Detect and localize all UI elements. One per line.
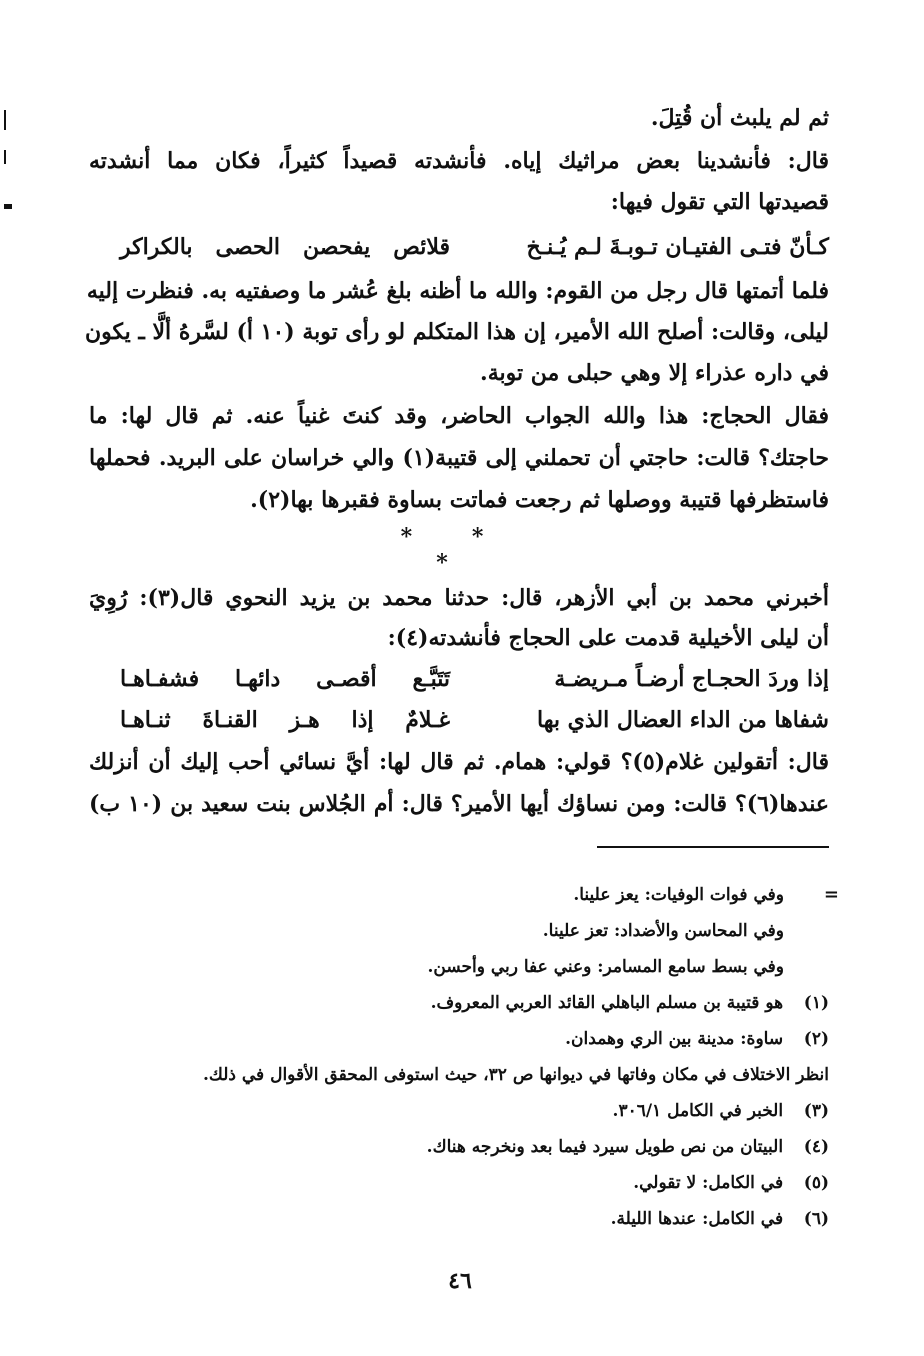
footnote-number: (١): [803, 993, 829, 1013]
footnote: [611, 1204, 829, 1234]
footnote-text: البيتان من نص طويل سيرد فيما بعد ونخرجه هناك.: [426, 1137, 784, 1157]
footnote-text: وفي فوات الوفيات: يعز علينا.: [573, 885, 784, 905]
margin-mark: [4, 204, 12, 209]
verse-hemistich-left: تَتَبَّـع أقصـى دائهـا فشفـاهـا: [120, 666, 450, 692]
verse-hemistich-left: غـلامٌ إذا هـز القنـاةَ ثنـاهـا: [120, 707, 450, 733]
verse-hemistich-right: إذا وردَ الحجـاج أرضـاً مـريضـة: [554, 666, 829, 692]
footnote-text: ساوة: مدينة بين الري وهمدان.: [565, 1029, 784, 1049]
body-line: ليلى، وقالت: أصلح الله الأمير، إن هذا المتكلم لو رأى توبة (١٠ أ) لسَّرهُ ألَّا ـ يكون: [84, 319, 829, 345]
body-line: قال: أتقولين غلام(٥)؟ قولي: همام. ثم قال لها: أيَّ نسائي أحب إليك أن أنزلك: [89, 749, 830, 775]
footnote: [633, 1168, 829, 1198]
body-line: قال: فأنشدينا بعض مراثيك إياه. فأنشدته قصيداً كثيراً، فكان مما أنشدته: [89, 148, 829, 174]
body-line: أن ليلى الأخيلية قدمت على الحجاج فأنشدته(٤):: [387, 625, 829, 651]
page-number: ٤٦: [448, 1268, 472, 1294]
footnote: [565, 1024, 829, 1054]
footnote: [543, 916, 784, 946]
body-line: في داره عذراء إلا وهي حبلى من توبة.: [480, 360, 829, 386]
footnote-text: وفي المحاسن والأضداد: تعز علينا.: [542, 921, 784, 941]
body-line: قصيدتها التي تقول فيها:: [610, 189, 829, 215]
footnote-number: (٦): [803, 1209, 829, 1229]
body-line: عندها(٦)؟ قالت: ومن نساؤك أيها الأمير؟ قال: أم الجُلاس بنت سعيد بن (١٠ ب): [89, 791, 830, 817]
footnote: [573, 880, 784, 910]
footnote-text: في الكامل: عندها الليلة.: [610, 1209, 784, 1229]
body-line: حاجتك؟ قالت: حاجتي أن تحملني إلى قتيبة(١) والي خراسان على البريد. فحملها: [89, 445, 829, 471]
footnote-number: (٤): [803, 1137, 829, 1157]
body-line: أخبرني محمد بن أبي الأزهر، قال: حدثنا محمد بن يزيد النحوي قال(٣): رُوِيَ: [89, 585, 829, 611]
footnote-text: الخبر في الكامل ٣٠٦/١.: [612, 1101, 784, 1121]
footnote-text: انظر الاختلاف في مكان وفاتها في ديوانها ص ٣٢، حيث استوفى المحقق الأقوال في ذلك.: [202, 1065, 829, 1085]
footnote: [431, 988, 829, 1018]
footnote: [427, 1132, 829, 1162]
body-line: فقال الحجاج: هذا والله الجواب الحاضر، وقد كنتَ غنياً عنه. ثم قال لها: ما: [89, 403, 829, 429]
body-line: ثم لم يلبث أن قُتِلَ.: [650, 105, 829, 131]
footnote-text: في الكامل: لا تقولي.: [633, 1173, 784, 1193]
body-line: فاستظرفها قتيبة ووصلها ثم رجعت فماتت بساوة فقبرها بها(٢).: [250, 487, 829, 513]
verse-hemistich-left: قلائص يفحصن الحصى بالكراكر: [120, 234, 450, 260]
footnote-continuation-marker: =: [823, 884, 839, 905]
margin-mark: [4, 150, 6, 164]
footnote: [613, 1096, 829, 1126]
body-line: فلما أتمتها قال رجل من القوم: والله ما أظنه بلغ عُشر ما وصفتيه به. فنظرت إليه: [86, 278, 829, 304]
footnote-number: (٢): [803, 1029, 829, 1049]
margin-mark: [4, 110, 6, 130]
footnote-number: (٥): [803, 1173, 829, 1193]
verse-hemistich-right: كـأنّ فتـى الفتيـان تـوبـةَ لـم يُـنـخ: [526, 234, 829, 260]
verse-hemistich-right: شفاها من الداء العضال الذي بها: [537, 707, 829, 733]
footnote-rule: [597, 846, 829, 848]
section-separator: * * *: [400, 524, 510, 576]
footnote: [203, 1060, 829, 1090]
footnote-text: هو قتيبة بن مسلم الباهلي القائد العربي المعروف.: [430, 993, 784, 1013]
footnote-text: وفي بسط سامع المسامر: وعني عفا ربي وأحسن.: [427, 957, 784, 977]
footnote: [427, 952, 784, 982]
footnote-number: (٣): [803, 1101, 829, 1121]
